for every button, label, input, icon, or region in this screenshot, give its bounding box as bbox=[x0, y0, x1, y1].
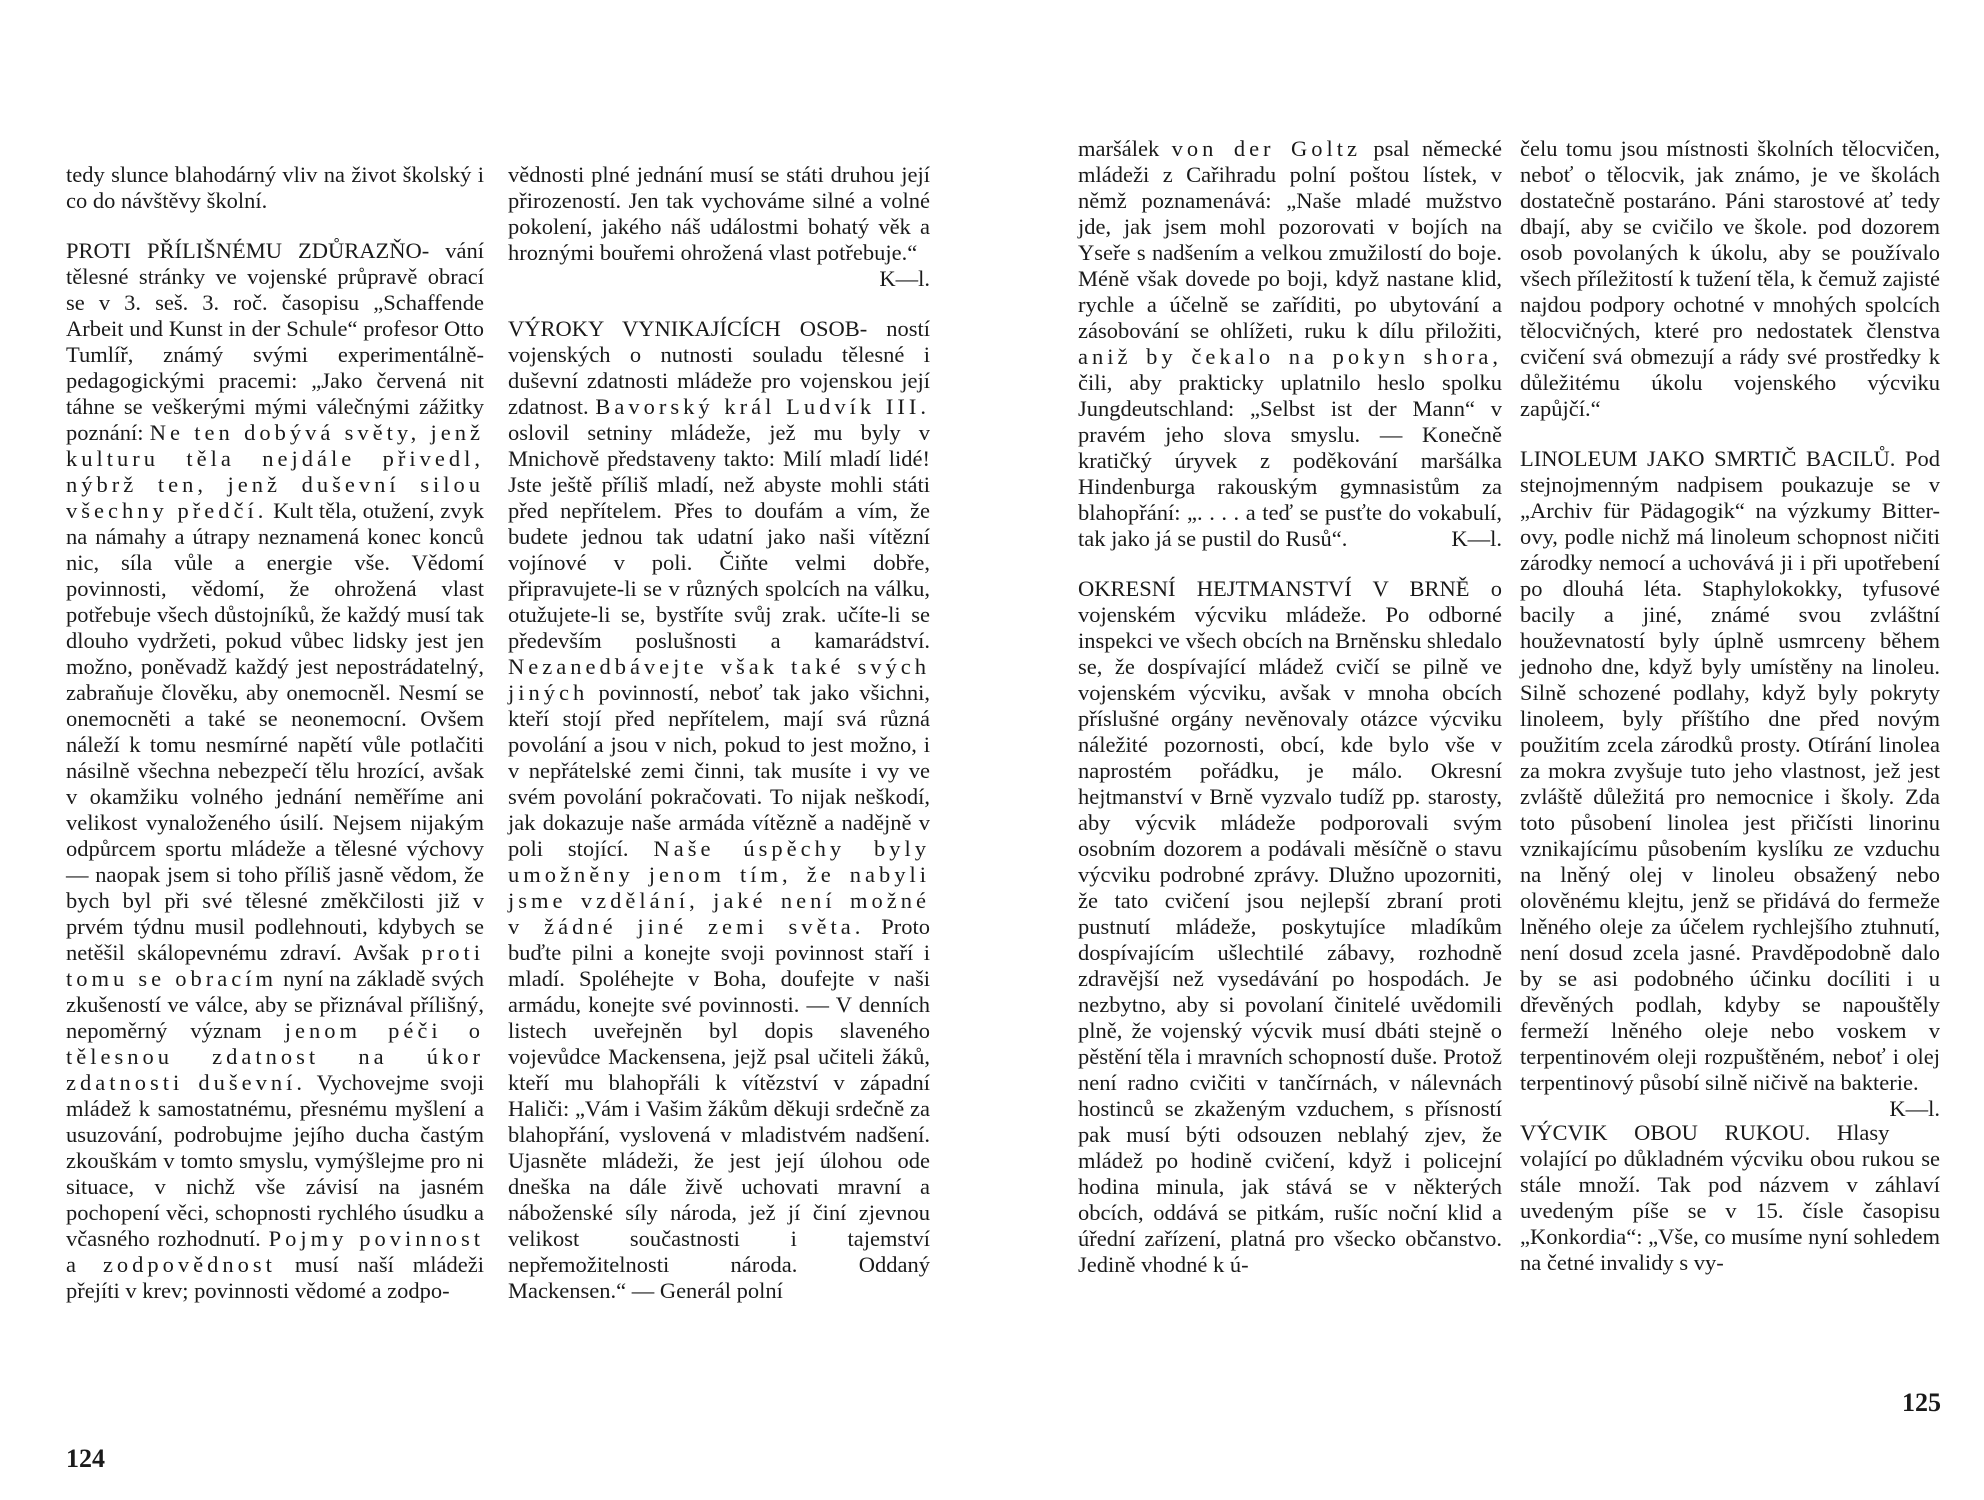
article-text: musí naší mládeži přejíti v krev; povinnosti vědomé a zodpo- bbox=[66, 1252, 484, 1303]
article-text: ností vojenských o nutnosti souladu tělesné i duševní zdatnosti mládeže pro vojenskou její zdatnost. bbox=[508, 316, 931, 419]
spaced-emphasis: aniž by čekalo na pokyn shora, bbox=[1078, 344, 1502, 369]
article-okresni-hejtmanstvi bbox=[1078, 576, 1502, 1278]
spaced-emphasis: Pojmy povinnost a zodpovědnost bbox=[66, 1226, 484, 1277]
article-text: nyní na základě svých zkušeností ve válce, aby se přiznával přílišný, nepoměrný význam bbox=[66, 966, 484, 1043]
spaced-emphasis: Bavorský král Ludvík III. bbox=[595, 394, 930, 419]
article-vyroky bbox=[508, 316, 930, 1304]
signature: K—l. bbox=[1889, 1096, 1940, 1121]
article-text: o vojenském výcviku mládeže. Po odborné inspekci ve všech obcích na Brněnsku shledalo se, že dospívající mládež cvičí se pilně ve vojenském výcviku, avšak v mnoha obcích příslušné orgány nevěnovaly otázce výcviku náležité pozornosti, obcí, kde bylo vše v naprostém pořádku, je málo. Okresní hejtmanství v Brně vyzvalo tudíž pp. starosty, aby výcvik mládeže podporovali svým osobním dozorem a podávali měsíčně o stavu výcviku podrobné zprávy. Dlužno upozorniti, že tato cvičení jsou nejlepší zbraní proti pustnutí mládeže, poskytujíce mladíkům dospívajícím ušlechtilé zábavy, rozhodně zdravější než vysedávání po hospodách. Je nezbytno, aby si povolaní činitelé uvědomili plně, že vojenský výcvik musí dbáti stejně o pěstění těla i mravních schopností duše. Protož není radno cvičiti v tančírnách, v nálevnách hostinců se zkaženým vzduchem, s přísností pak musí býti odsouzen neblahý zjev, že mládež po hodině cvičení, když i policejní hodina minula, jak stává se v některých obcích, oddává se pitkám, rušíc noční klid a úřední zařízení, platná pro všecko občanstvo. Jedině vhodné k ú- bbox=[1078, 576, 1502, 1277]
article-text: Pod stejnojmenným nadpisem poukazuje se v „Archiv für Pädagogik“ na výzkumy Bitter-ovy, podle nichž má linoleum schopnost ničiti zárodky nemocí a uchovává ji i při upotřebení po dlouhá léta. Staphylokokky, tyfusové bacily a jiné, známé svou zvláštní houževnatostí byly úplně usmrceny během jednoho dne, když byly umístěny na linoleu. Silně schozené podlahy, když byly pokryty linoleem, byly příštího dne před novým použitím zcela zárodků prosty. Otírání linolea za mokra zvyšuje tuto jeho vlastnost, jež jest zvláště důležitá pro nemocnice i školy. Zda toto působení linolea jest přičísti linorinu vznikajícímu působením kyslíku ze vzduchu na lněný olej v linoleu obsažený nebo olověnému klejtu, jenž se přidává do fermeže lněného oleje za účelem rychlejšího ztuhnutí, není dosud zcela jasné. Pravděpodobně dalo by se asi podobného účinku docíliti i u dřevěných podlah, kdyby se napouštěly fermeží lněného oleje nebo voskem v terpentinovém oleji rozpuštěném, neboť i olej terpentinový působí silně ničivě na bakterie. bbox=[1520, 446, 1941, 1095]
article-text: Proto buďte pilni a konejte svoji povinnost staří i mladí. Spoléhejte v Boha, doufejte v naši armádu, konejte své povinnosti. — V denních listech uveřejněn byl dopis slaveného vojevůdce Mackensena, jejž psal učiteli žáků, kteří mu blahopřáli k vítězství v západní Haliči: „Vám i Vašim žákům děkuji srdečně za blahopřání, vyslovená v mladistvém nadšení. Ujasněte mládeži, že jest její úlohou ode dneška na dále živě uchovati mravní a náboženské síly národa, jež jí činí zjevnou velikost součastnosti i tajemství nepřemožitelnosti národa. Oddaný Mackensen.“ — Generál polní bbox=[508, 914, 931, 1303]
article-text: maršálek bbox=[1078, 136, 1160, 161]
column-3 bbox=[1078, 136, 1502, 1278]
article-text: Kult těla, otužení, zvyk na námahy a útrapy neznamená konec konců nic, síla vůle a energie vše. Vědomí povinnosti, vědomí, že ohrožená vlast potřebuje všech důstojníků, že každý musí tak dlouho vydržeti, pokud vůbec lidsky jest jen možno, poněvadž každý jest nepostrádatelný, zabraňuje člověku, aby onemocněl. Nesmí se onemocněti a také se neonemocní. Ovšem náleží k tomu nesmírné napětí vůle potlačiti násilně všechna nebezpečí tělu hrozící, avšak v okamžiku volného jednání neměříme ani velikost vynaloženého úsilí. Nejsem nijakým odpůrcem sportu mládeže a tělesné výchovy — naopak jsem si toho příliš jasně vědom, že bych byl při své tělesné změkčilosti již v prvém týdnu musil podlehnouti, kdybych se netěšil skálopevnému zdraví. Avšak bbox=[66, 498, 484, 965]
article-text: Hlasy volající po důkladném výcviku obou rukou se stále množí. Tak pod názvem v záhlaví uvedeným píše se v 15. čísle časopisu „Konkordia“: „Vše, co musíme nyní sohledem na četné invalidy s vy- bbox=[1520, 1120, 1940, 1275]
column-1 bbox=[66, 162, 484, 1304]
article-heading: LINOLEUM JAKO SMRTIČ BACILŮ. bbox=[1520, 446, 1896, 471]
article-text: Vychovejme svoji mládež k samostatnému, přesnému myšlení a usuzování, podrobujme jejího ducha častým zkouškám v tomto smyslu, vymýšlejme pro ni situace, v nichž vše závisí na jasném pochopení věci, schopnosti rychlého úsudku a včasného rozhodnutí. bbox=[66, 1070, 485, 1251]
article-proti-prilisnemu bbox=[66, 238, 484, 1304]
signature: K—l. bbox=[1451, 526, 1502, 551]
paragraph: tedy slunce blahodárný vliv na život školský i co do návštěvy školní. bbox=[66, 162, 484, 213]
paragraph: vědnosti plné jednání musí se státi druhou její přirozeností. Jen tak vychováme silné a volné pokolení, jakého náš událostmi bohatý věk a hroznými bouřemi ohrožená vlast potřebuje.“ bbox=[508, 162, 930, 265]
article-text: povinností, neboť tak jako všichni, kteří stojí před nepřítelem, mají svá různá povolání a jsou v nich, pokud to jest možno, i v nepřátelské zemi činni, tak musíte i vy ve svém povolání pokračovati. To nijak neškodí, jak dokazuje naše armáda vítězně a nadějně v poli stojící. bbox=[508, 680, 930, 861]
signature: K—l. bbox=[879, 266, 930, 291]
article-heading: OKRESNÍ HEJTMANSTVÍ V BRNĚ bbox=[1078, 576, 1470, 601]
article-linoleum bbox=[1520, 446, 1941, 1121]
spaced-emphasis: von der Goltz bbox=[1171, 136, 1361, 161]
spaced-emphasis: proti tomu se obracím bbox=[66, 940, 484, 991]
article-text: oslovil setniny mládeže, jež mu byly v Mnichově představeny takto: Milí mladí lidé! Jste ještě příliš mladí, než abyste mohli státi před nepřítelem. Přes to doufám a vím, že budete jednou tak udatní jako naši vítězní vojínové v poli. Čiňte velmi dobře, připravujete-li se v různých spolcích na válku, otužujete-li se, bystříte svůj zrak. učíte-li se především poslušnosti a kamarádství. bbox=[508, 420, 930, 653]
spaced-emphasis: jenom péči o tělesnou zdatnost na úkor zdatnosti duševní. bbox=[66, 1018, 485, 1095]
spaced-emphasis: Ne ten dobývá světy, jenž kulturu těla nejdále přivedl, nýbrž ten, jenž duševní silou všechny předčí. bbox=[66, 420, 485, 523]
spaced-emphasis: Naše úspěchy byly umožněny jenom tím, že nabyli jsme vzdělání, jaké není možné v žádné jiné zemi světa. bbox=[508, 836, 931, 939]
article-heading: VÝROKY VYNIKAJÍCÍCH OSOB- bbox=[508, 316, 868, 341]
spaced-emphasis: Nezanedbávejte však také svých jiných bbox=[508, 654, 930, 705]
article-text: vání tělesné stránky ve vojenské průpravě obrací se v 3. seš. 3. roč. časopisu „Schaffende Arbeit und Kunst in der Schule“ profesor Otto Tumlíř, známý svými experimentálně-pedagogickými pracemi: „Jako červená nit táhne se veškerými mými válečnými zážitky poznání: bbox=[66, 238, 484, 445]
article-heading: PROTI PŘÍLIŠNÉMU ZDŮRAZŇO- bbox=[66, 238, 430, 263]
article-text: psal německé mládeži z Cařihradu polní poštou lístek, v němž poznamenává: „Naše mladé mužstvo jde, jak jsem mohl pozorovati v bojích na Yseře s nadšením a velkou zmužilostí do boje. Méně však dovede po boji, když nastane klid, rychle a účelně se zaříditi, po ubytování a zásobování se ohlížeti, ruku k dílu přiložiti, bbox=[1078, 136, 1502, 343]
paragraph: čelu tomu jsou místnosti školních tělocvičen, neboť o tělocvik, jak známo, je ve školách dostatečně postaráno. Páni starostové ať tedy dbají, aby se cvičilo ve škole. pod dozorem osob povolaných k úkolu, aby se používalo všech příležitostí k tužení těla, k čemuž zajisté najdou podpory ochotné v mnohých spolcích tělocvičných, které pro nedostatek členstva cvičení svá obmezují a rády své prostředky k důležitému úkolu vojenského výcviku zapůjčí.“ bbox=[1520, 136, 1940, 421]
article-heading: VÝCVIK OBOU RUKOU. bbox=[1520, 1120, 1811, 1145]
column-4 bbox=[1520, 136, 1940, 1276]
paragraph bbox=[1078, 136, 1502, 552]
article-vycvik-obou-rukou bbox=[1520, 1120, 1940, 1276]
page-number-right: 125 bbox=[1902, 1388, 1941, 1417]
page-number-left: 124 bbox=[66, 1444, 105, 1473]
column-2 bbox=[508, 162, 930, 1304]
article-text: čili, aby prakticky uplatnilo heslo spolku Jungdeutschland: „Selbst ist der Mann“ v pravém jeho slova smyslu. — Konečně kratičký úryvek z poděkování maršálka Hindenburga rakouským gymnasistům za blahopřání: „. . . . a teď se pusťte do vokabulí, tak jako já se pustil do Rusů“. bbox=[1078, 370, 1502, 551]
